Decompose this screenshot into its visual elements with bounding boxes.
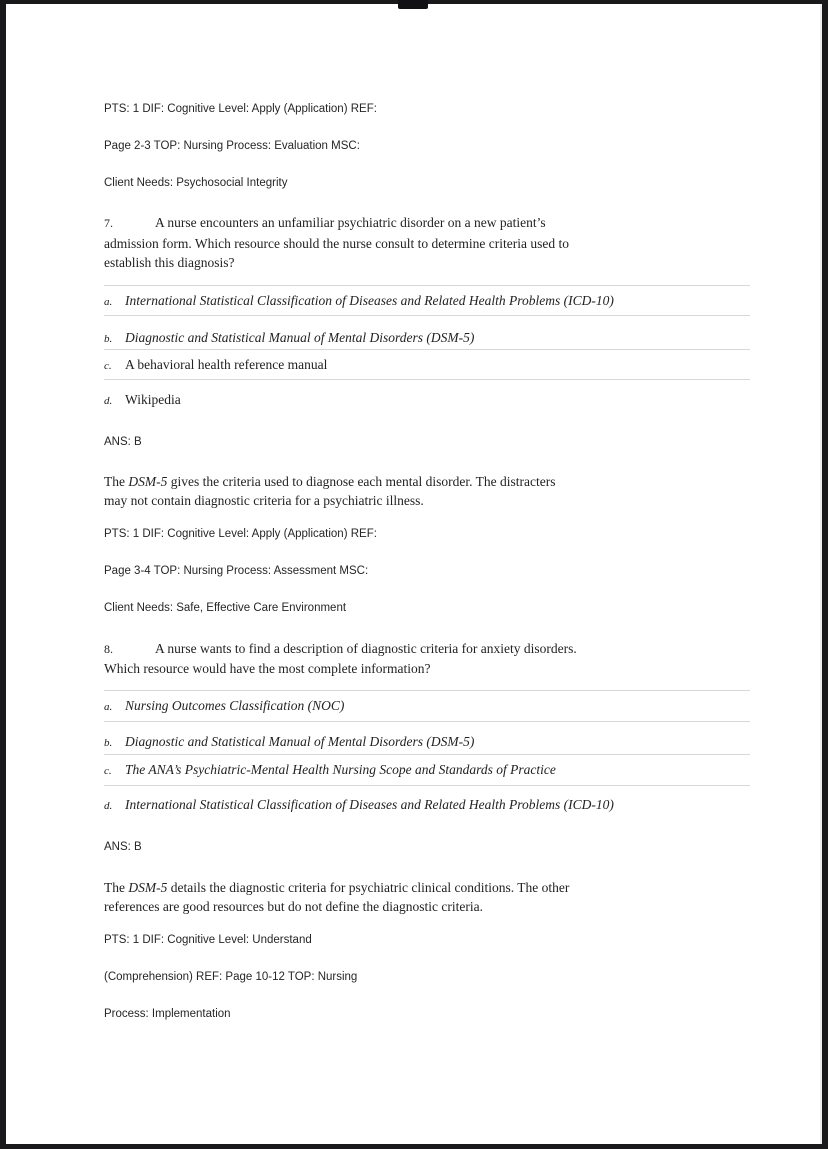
rationale-question-8 — [104, 878, 750, 917]
question-prompt-line: Which resource would have the most complete information? — [104, 661, 431, 676]
meta-line: PTS: 1 DIF: Cognitive Level: Apply (Application) REF: — [104, 103, 377, 115]
meta-line: Page 2-3 TOP: Nursing Process: Evaluation MSC: — [104, 140, 360, 152]
option-row-b — [104, 722, 750, 755]
options-question-8 — [104, 690, 750, 814]
option-text: International Statistical Classification of Diseases and Related Health Problems (ICD-10) — [125, 796, 614, 812]
question-number: 8. — [104, 641, 113, 656]
option-row-b — [104, 316, 750, 350]
option-row-c — [104, 350, 750, 380]
option-letter: d. — [104, 394, 113, 407]
option-letter: d. — [104, 799, 113, 812]
meta-line: PTS: 1 DIF: Cognitive Level: Apply (Application) REF: — [104, 527, 377, 540]
option-text: The ANA’s Psychiatric-Mental Health Nursing Scope and Standards of Practice — [125, 761, 556, 777]
meta-line: Process: Implementation — [104, 1007, 231, 1020]
option-row-a — [104, 286, 750, 316]
answer-line: ANS: B — [104, 840, 142, 853]
meta-line: PTS: 1 DIF: Cognitive Level: Understand — [104, 933, 312, 946]
option-text: Nursing Outcomes Classification (NOC) — [125, 697, 345, 713]
question-number: 7. — [104, 216, 113, 230]
question-7 — [104, 213, 750, 273]
rationale-line: references are good resources but do not define the diagnostic criteria. — [104, 899, 483, 914]
document-content — [104, 103, 750, 1045]
rationale-line: may not contain diagnostic criteria for a psychiatric illness. — [104, 493, 424, 508]
question-prompt-line — [104, 213, 750, 234]
question-prompt-text: A nurse wants to find a description of diagnostic criteria for anxiety disorders. — [155, 640, 577, 656]
meta-line: (Comprehension) REF: Page 10-12 TOP: Nursing — [104, 970, 358, 983]
option-letter: b. — [104, 736, 113, 749]
meta-line: Page 3-4 TOP: Nursing Process: Assessment MSC: — [104, 564, 369, 577]
option-letter: a. — [104, 295, 113, 308]
option-text: Wikipedia — [125, 391, 181, 407]
option-letter: a. — [104, 700, 113, 713]
meta-line: Client Needs: Psychosocial Integrity — [104, 177, 288, 189]
option-row-d — [104, 380, 750, 409]
option-text: Diagnostic and Statistical Manual of Mental Disorders (DSM-5) — [125, 733, 475, 749]
rationale-question-7 — [104, 472, 750, 511]
meta-line: Client Needs: Safe, Effective Care Environment — [104, 601, 347, 614]
option-row-c — [104, 755, 750, 786]
question-prompt-line — [104, 639, 750, 660]
option-row-a — [104, 691, 750, 722]
question-prompt-line: admission form. Which resource should the nurse consult to determine criteria used to — [104, 235, 570, 251]
option-text: A behavioral health reference manual — [125, 356, 328, 372]
option-row-d — [104, 786, 750, 814]
option-text: Diagnostic and Statistical Manual of Mental Disorders (DSM-5) — [125, 329, 475, 345]
question-8 — [104, 639, 750, 679]
option-letter: c. — [104, 359, 112, 372]
answer-line: ANS: B — [104, 435, 142, 448]
question-prompt-line: establish this diagnosis? — [104, 255, 235, 270]
question-prompt-text: A nurse encounters an unfamiliar psychiatric disorder on a new patient’s — [155, 215, 546, 230]
option-letter: c. — [104, 764, 112, 777]
option-text: International Statistical Classification of Diseases and Related Health Problems (ICD-10) — [125, 292, 614, 308]
rationale-line: The DSM-5 gives the criteria used to diagnose each mental disorder. The distracters — [104, 473, 556, 489]
options-question-7 — [104, 285, 750, 409]
option-letter: b. — [104, 332, 113, 345]
rationale-line: The DSM-5 details the diagnostic criteria for psychiatric clinical conditions. The other — [104, 879, 570, 895]
document-page — [6, 4, 822, 1144]
viewer-top-handle — [398, 0, 428, 9]
